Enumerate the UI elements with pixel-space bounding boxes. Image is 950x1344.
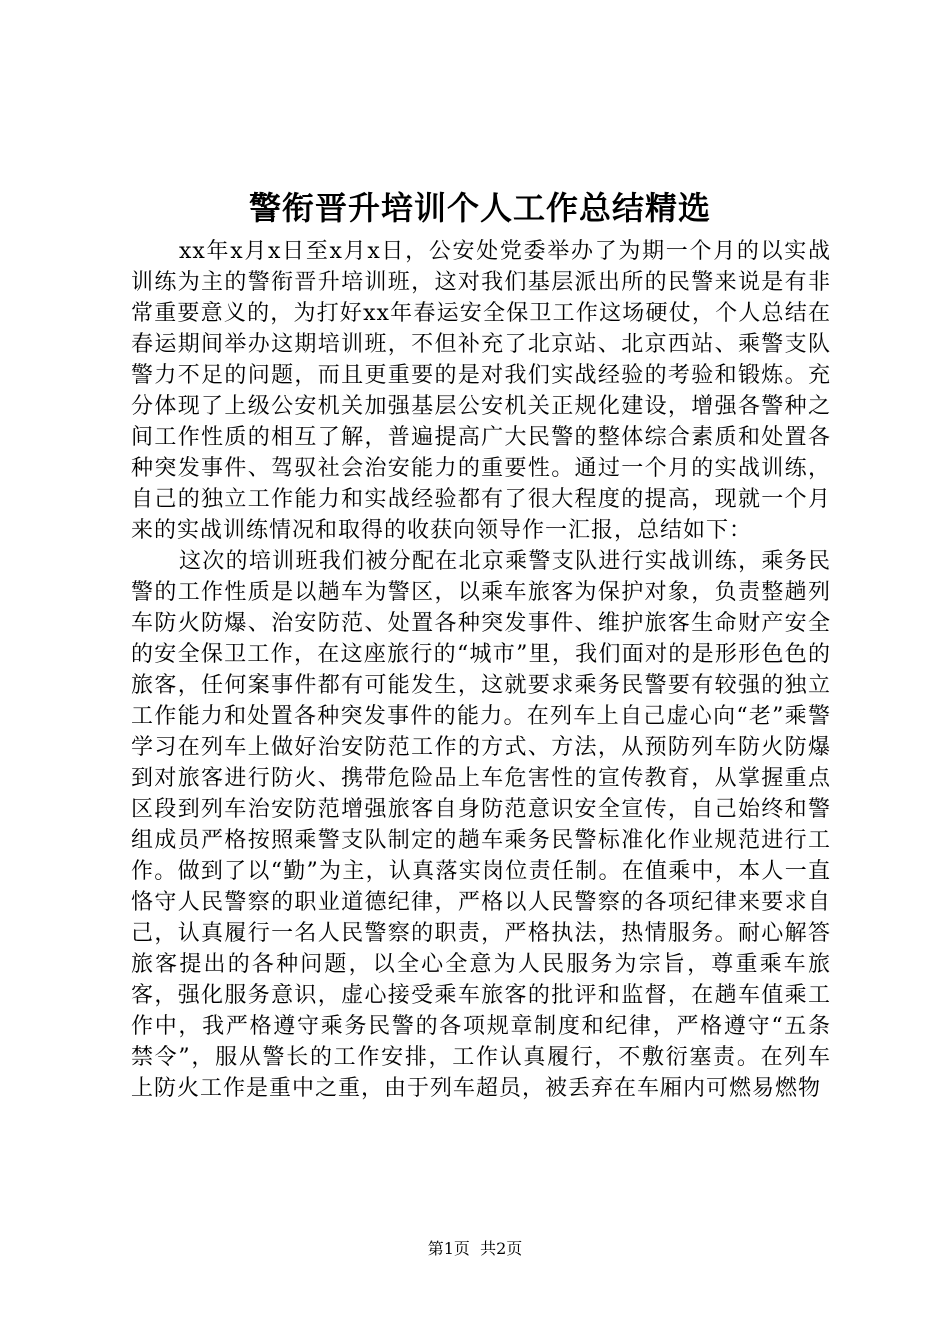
document-body (131, 236, 831, 1104)
document-title: 警衔晋升培训个人工作总结精选 (248, 189, 711, 227)
page-footer: 第1页 共2页 (427, 1239, 523, 1258)
paragraph-2: 这次的培训班我们被分配在北京乘警支队进行实战训练，乘务民警的工作性质是以趟车为警区，以乘车旅客为保护对象，负责整趟列车防火防爆、治安防范、处置各种突发事件、维护旅客生命财产安全的安全保卫工作，在这座旅行的“城市”里，我们面对的是形形色色的旅客，任何案事件都有可能发生，这就要求乘务民警要有较强的独立工作能力和处置各种突发事件的能力。在列车上自己虚心向“老”乘警学习在列车上做好治安防范工作的方式、方法，从预防列车防火防爆到对旅客进行防火、携带危险品上车危害性的宣传教育，从掌握重点区段到列车治安防范增强旅客自身防范意识安全宣传，自己始终和警组成员严格按照乘警支队制定的趟车乘务民警标准化作业规范进行工作。做到了以“勤”为主，认真落实岗位责任制。在值乘中，本人一直恪守人民警察的职业道德纪律，严格以人民警察的各项纪律来要求自己，认真履行一名人民警察的职责，严格执法，热情服务。耐心解答旅客提出的各种问题，以全心全意为人民服务为宗旨，尊重乘车旅客，强化服务意识，虚心接受乘车旅客的批评和监督，在趟车值乘工作中，我严格遵守乘务民警的各项规章制度和纪律，严格遵守“五条禁令”，服从警长的工作安排，工作认真履行，不敷衍塞责。在列车上防火工作是重中之重，由于列车超员，被丢弃在车厢内可燃易燃物 (131, 549, 831, 1101)
paragraph-1: xx年x月x日至x月x日，公安处党委举办了为期一个月的以实战训练为主的警衔晋升培训班，这对我们基层派出所的民警来说是有非常重要意义的，为打好xx年春运安全保卫工作这场硬仗，个人总结在春运期间举办这期培训班，不但补充了北京站、北京西站、乘警支队警力不足的问题，而且更重要的是对我们实战经验的考验和锻炼。充分体现了上级公安机关加强基层公安机关正规化建设，增强各警种之间工作性质的相互了解，普遍提高广大民警的整体综合素质和处置各种突发事件、驾驭社会治安能力的重要性。通过一个月的实战训练，自己的独立工作能力和实战经验都有了很大程度的提高，现就一个月来的实战训练情况和取得的收获向领导作一汇报，总结如下： (131, 239, 831, 543)
